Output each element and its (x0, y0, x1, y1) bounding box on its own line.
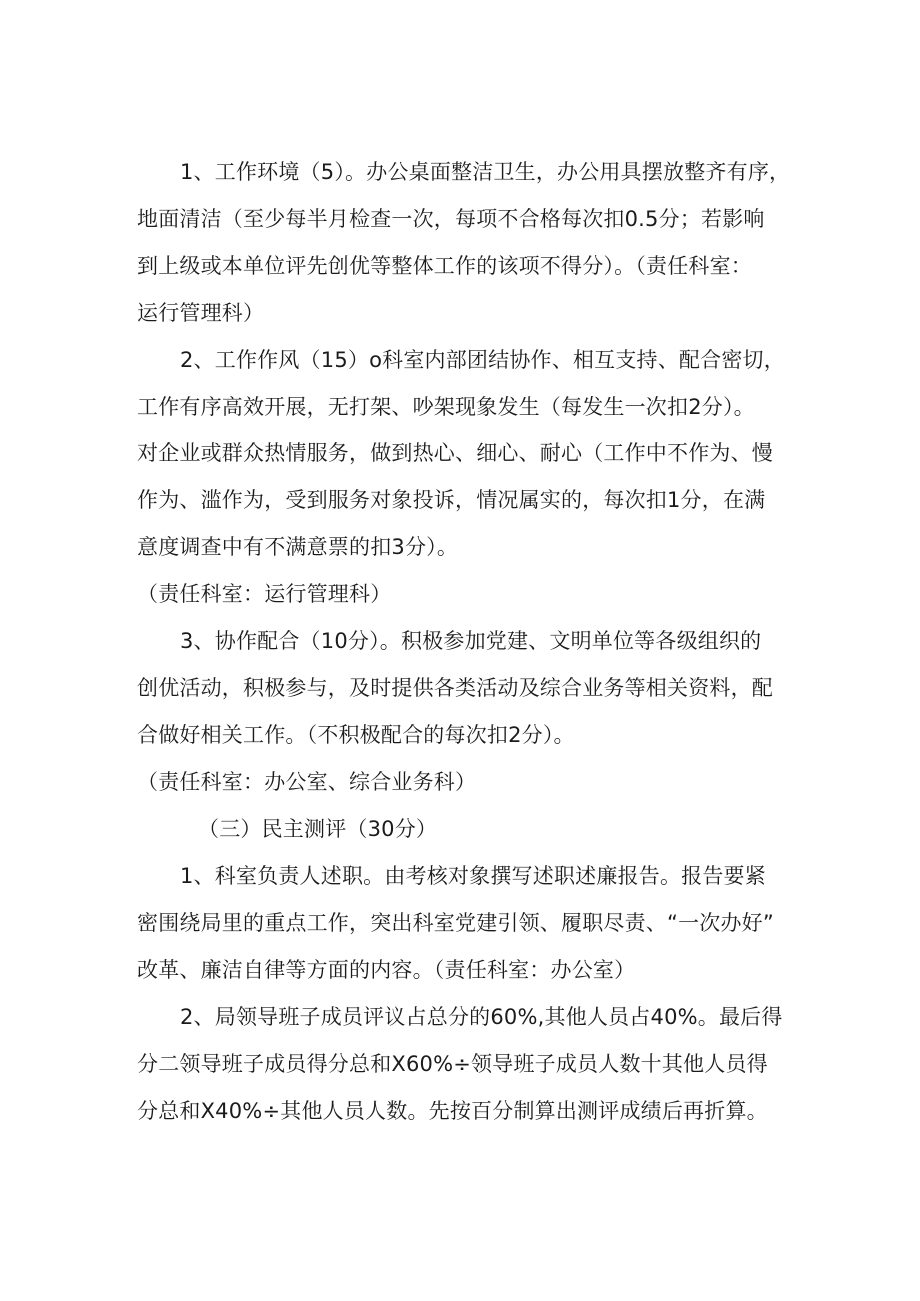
section-heading: （三）民主测评（30分） (198, 817, 438, 841)
text-line: 改革、廉洁自律等方面的内容。（责任科室：办公室） (137, 958, 636, 982)
text-line: 意度调查中有不满意票的扣3分）。 (137, 535, 459, 559)
text-line: 分二领导班子成员得分总和X60%÷领导班子成员人数十其他人员得 (137, 1052, 768, 1076)
text-line: 分总和X40%÷其他人员人数。先按百分制算出测评成绩后再折算。 (137, 1099, 768, 1123)
responsibility-note: （责任科室：办公室、综合业务科） (137, 770, 477, 794)
text-line: 合做好相关工作。（不积极配合的每次扣2分）。 (137, 723, 575, 747)
text-line: 运行管理科） (137, 301, 265, 325)
text-line: 1、工作环境（5）。办公桌面整洁卫生，办公用具摆放整齐有序， (180, 160, 791, 184)
text-line: 密围绕局里的重点工作，突出科室党建引领、履职尽责、“一次办好” (137, 911, 774, 935)
responsibility-note: （责任科室：运行管理科） (137, 582, 392, 606)
text-line: 创优活动，积极参与，及时提供各类活动及综合业务等相关资料，配 (137, 676, 773, 700)
text-line: 工作有序高效开展，无打架、吵架现象发生（每发生一次扣2分）。 (137, 395, 755, 419)
text-line: 地面清洁（至少每半月检查一次，每项不合格每次扣0.5分；若影响 (137, 207, 765, 231)
text-line: 2、工作作风（15）o科室内部团结协作、相互支持、配合密切， (180, 348, 785, 372)
text-line: 作为、滥作为，受到服务对象投诉，情况属实的，每次扣1分，在满 (137, 488, 766, 512)
text-line: 3、协作配合（10分）。积极参加党建、文明单位等各级组织的 (180, 629, 762, 653)
text-line: 到上级或本单位评先创优等整体工作的该项不得分）。（责任科室： (137, 254, 752, 278)
text-line: 1、科室负责人述职。由考核对象撰写述职述廉报告。报告要紧 (180, 864, 766, 888)
text-line: 2、局领导班子成员评议占总分的60%,其他人员占40%。最后得 (180, 1005, 783, 1029)
text-line: 对企业或群众热情服务，做到热心、细心、耐心（工作中不作为、慢 (137, 441, 773, 465)
